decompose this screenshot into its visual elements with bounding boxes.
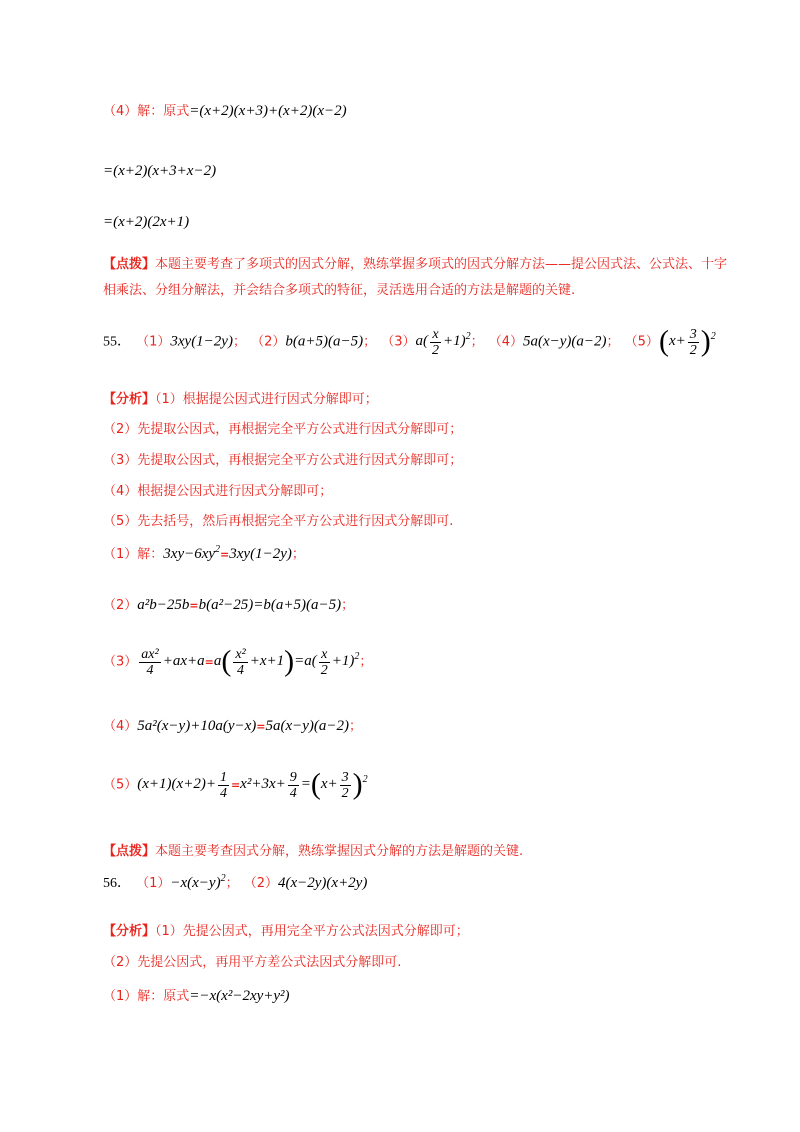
question-56-answers bbox=[103, 872, 367, 892]
fraction bbox=[139, 647, 160, 678]
rhs-text: x²+3x+ bbox=[240, 776, 286, 793]
solution-label: （1）解：原式 bbox=[103, 989, 190, 1004]
denominator: 2 bbox=[320, 662, 328, 678]
exponent: 2 bbox=[354, 651, 360, 663]
sep: ； bbox=[606, 334, 620, 350]
answer-5 bbox=[658, 325, 716, 358]
tip-paragraph-2 bbox=[103, 840, 523, 859]
tip-tag: 【点拨】 bbox=[103, 844, 156, 859]
analysis-56-line-2: （2）先提公因式，再用平方差公式法因式分解即可. bbox=[103, 955, 402, 970]
step-line-2 bbox=[103, 160, 216, 180]
tip-text: 本题主要考查因式分解，熟练掌握因式分解的方法是解题的关键. bbox=[155, 844, 524, 859]
analysis-line-3: （3）先提取公因式，再根据完全平方公式进行因式分解即可； bbox=[103, 453, 463, 468]
exponent: 2 bbox=[710, 331, 716, 343]
left-paren: ( bbox=[310, 768, 321, 801]
sep: ； bbox=[232, 334, 246, 350]
analysis-line-5: （5）先去括号，然后再根据完全平方公式进行因式分解即可. bbox=[103, 514, 454, 529]
denominator: 2 bbox=[431, 342, 439, 358]
tip-paragraph-1 bbox=[103, 252, 728, 304]
denominator: 4 bbox=[146, 662, 154, 678]
analysis-56-line-1 bbox=[103, 920, 469, 939]
sep: ； bbox=[341, 598, 355, 613]
denominator: 2 bbox=[689, 342, 697, 358]
analysis-line-4: （4）根据提公因式进行因式分解即可； bbox=[103, 484, 333, 499]
question-number: 55． bbox=[103, 334, 131, 350]
rhs bbox=[213, 645, 360, 678]
analysis-tag: 【分析】 bbox=[103, 392, 156, 407]
sep: ； bbox=[349, 719, 363, 734]
analysis-line-1 bbox=[103, 388, 378, 407]
numerator: 3 bbox=[689, 326, 697, 342]
analysis-line-2: （2）先提取公因式，再根据完全平方公式进行因式分解即可； bbox=[103, 422, 463, 437]
denominator: 2 bbox=[341, 785, 349, 801]
right-paren: ) bbox=[352, 768, 363, 801]
math-expression: =(x+2)(2x+1) bbox=[103, 214, 190, 230]
numerator: x bbox=[430, 327, 441, 343]
answer-2: b(a+5)(a−5) bbox=[285, 333, 364, 350]
answer-label-1: （1） bbox=[136, 334, 171, 350]
fraction bbox=[218, 770, 229, 801]
solution-label: （4） bbox=[103, 719, 138, 734]
step-label: （4）解：原式 bbox=[103, 104, 190, 119]
answer-4: 5a(x−y)(a−2) bbox=[523, 333, 607, 350]
rhs-text: +x+1 bbox=[249, 653, 285, 670]
lhs-text: +ax+a bbox=[162, 653, 205, 670]
lhs bbox=[137, 769, 231, 801]
numerator: x bbox=[319, 647, 330, 663]
solution-label: （5） bbox=[103, 777, 138, 793]
fraction bbox=[430, 327, 441, 358]
answer-3-suffix: +1) bbox=[442, 333, 466, 350]
solution-55-3 bbox=[103, 645, 372, 679]
fraction bbox=[340, 770, 351, 801]
rhs-text: +1) bbox=[331, 653, 355, 670]
answer-label-4: （4） bbox=[488, 334, 523, 350]
equals-sign: = bbox=[204, 655, 214, 669]
exponent: 2 bbox=[362, 774, 368, 786]
lhs-text: (x+1)(x+2)+ bbox=[137, 776, 216, 793]
numerator: 3 bbox=[341, 769, 349, 785]
denominator: 4 bbox=[219, 785, 227, 801]
left-paren: ( bbox=[658, 325, 669, 358]
answer-3 bbox=[415, 326, 471, 358]
solution-55-2 bbox=[103, 594, 354, 614]
answer-label-1: （1） bbox=[136, 876, 171, 891]
math-expression: =−x(x²−2xy+y²) bbox=[189, 988, 290, 1004]
numerator: 9 bbox=[289, 769, 297, 785]
exponent: 2 bbox=[220, 873, 226, 884]
left-paren: ( bbox=[221, 645, 232, 678]
solution-56-1 bbox=[103, 985, 290, 1005]
denominator: 4 bbox=[237, 662, 245, 678]
numerator: 1 bbox=[219, 769, 227, 785]
denominator: 4 bbox=[289, 785, 297, 801]
answer-3-prefix: a( bbox=[415, 333, 428, 350]
answer-1: 3xy(1−2y) bbox=[170, 333, 233, 350]
numerator: ax² bbox=[141, 646, 159, 662]
lhs-text: 3xy−6xy bbox=[163, 546, 216, 562]
answer-1-text: −x(x−y) bbox=[170, 875, 221, 891]
sep: ； bbox=[225, 876, 239, 891]
rhs-text: x+ bbox=[320, 776, 338, 793]
question-55-answers bbox=[103, 325, 716, 359]
answer-label-3: （3） bbox=[381, 334, 416, 350]
solution-label: （1）解： bbox=[103, 547, 164, 562]
lhs bbox=[137, 646, 205, 678]
rhs: 5a(x−y)(a−2) bbox=[265, 718, 350, 734]
equals-sign: = bbox=[230, 778, 241, 792]
sep: ； bbox=[363, 334, 377, 350]
solution-55-4 bbox=[103, 715, 362, 735]
fraction bbox=[688, 327, 699, 358]
equals-sign: = bbox=[256, 720, 266, 733]
lhs bbox=[163, 546, 220, 562]
answer-1 bbox=[170, 875, 225, 891]
exponent: 2 bbox=[465, 331, 471, 343]
tip-text: 本题主要考查了多项式的因式分解，熟练掌握多项式的因式分解方法——提公因式法、公式法、十字相乘法、分组分解法，并会结合多项式的特征，灵活选用合适的方法是解题的关键. bbox=[103, 257, 728, 298]
rhs-text: =a( bbox=[294, 653, 317, 670]
sep: ； bbox=[470, 334, 484, 350]
right-paren: ) bbox=[700, 325, 711, 358]
analysis-tag: 【分析】 bbox=[103, 924, 156, 939]
rhs: b(a²−25)=b(a+5)(a−5) bbox=[198, 597, 342, 613]
sep: ； bbox=[359, 654, 373, 670]
equals-sign: = bbox=[189, 599, 199, 612]
lhs: 5a²(x−y)+10a(y−x) bbox=[137, 718, 257, 734]
solution-label: （3） bbox=[103, 654, 138, 670]
solution-55-1 bbox=[103, 543, 305, 563]
rhs-prefix: a bbox=[213, 653, 222, 670]
analysis-text: （1）根据提公因式进行因式分解即可； bbox=[155, 392, 378, 407]
solution-55-5 bbox=[103, 768, 368, 802]
fraction bbox=[319, 647, 330, 678]
solution-label: （2） bbox=[103, 598, 138, 613]
rhs-text: = bbox=[300, 776, 311, 793]
answer-2: 4(x−2y)(x+2y) bbox=[277, 875, 368, 891]
math-expression: =(x+2)(x+3+x−2) bbox=[103, 163, 217, 179]
equals-sign: = bbox=[220, 548, 230, 561]
answer-label-2: （2） bbox=[251, 334, 286, 350]
math-expression: =(x+2)(x+3)+(x+2)(x−2) bbox=[189, 103, 347, 119]
fraction bbox=[288, 770, 299, 801]
rhs: 3xy(1−2y) bbox=[229, 546, 292, 562]
step-line-3 bbox=[103, 211, 189, 231]
lhs: a²b−25b bbox=[137, 597, 190, 613]
fraction bbox=[233, 647, 247, 678]
question-number: 56． bbox=[103, 876, 131, 891]
answer-5-prefix: x+ bbox=[668, 333, 686, 350]
answer-label-5: （5） bbox=[624, 334, 659, 350]
analysis-text: （1）先提公因式，再用完全平方公式法因式分解即可； bbox=[155, 924, 469, 939]
step-line-1 bbox=[103, 100, 347, 120]
rhs bbox=[240, 768, 368, 801]
exponent: 2 bbox=[215, 544, 221, 555]
answer-label-2: （2） bbox=[243, 876, 278, 891]
tip-tag: 【点拨】 bbox=[103, 257, 156, 272]
right-paren: ) bbox=[284, 645, 295, 678]
sep: ； bbox=[291, 547, 305, 562]
numerator: x² bbox=[235, 646, 246, 662]
